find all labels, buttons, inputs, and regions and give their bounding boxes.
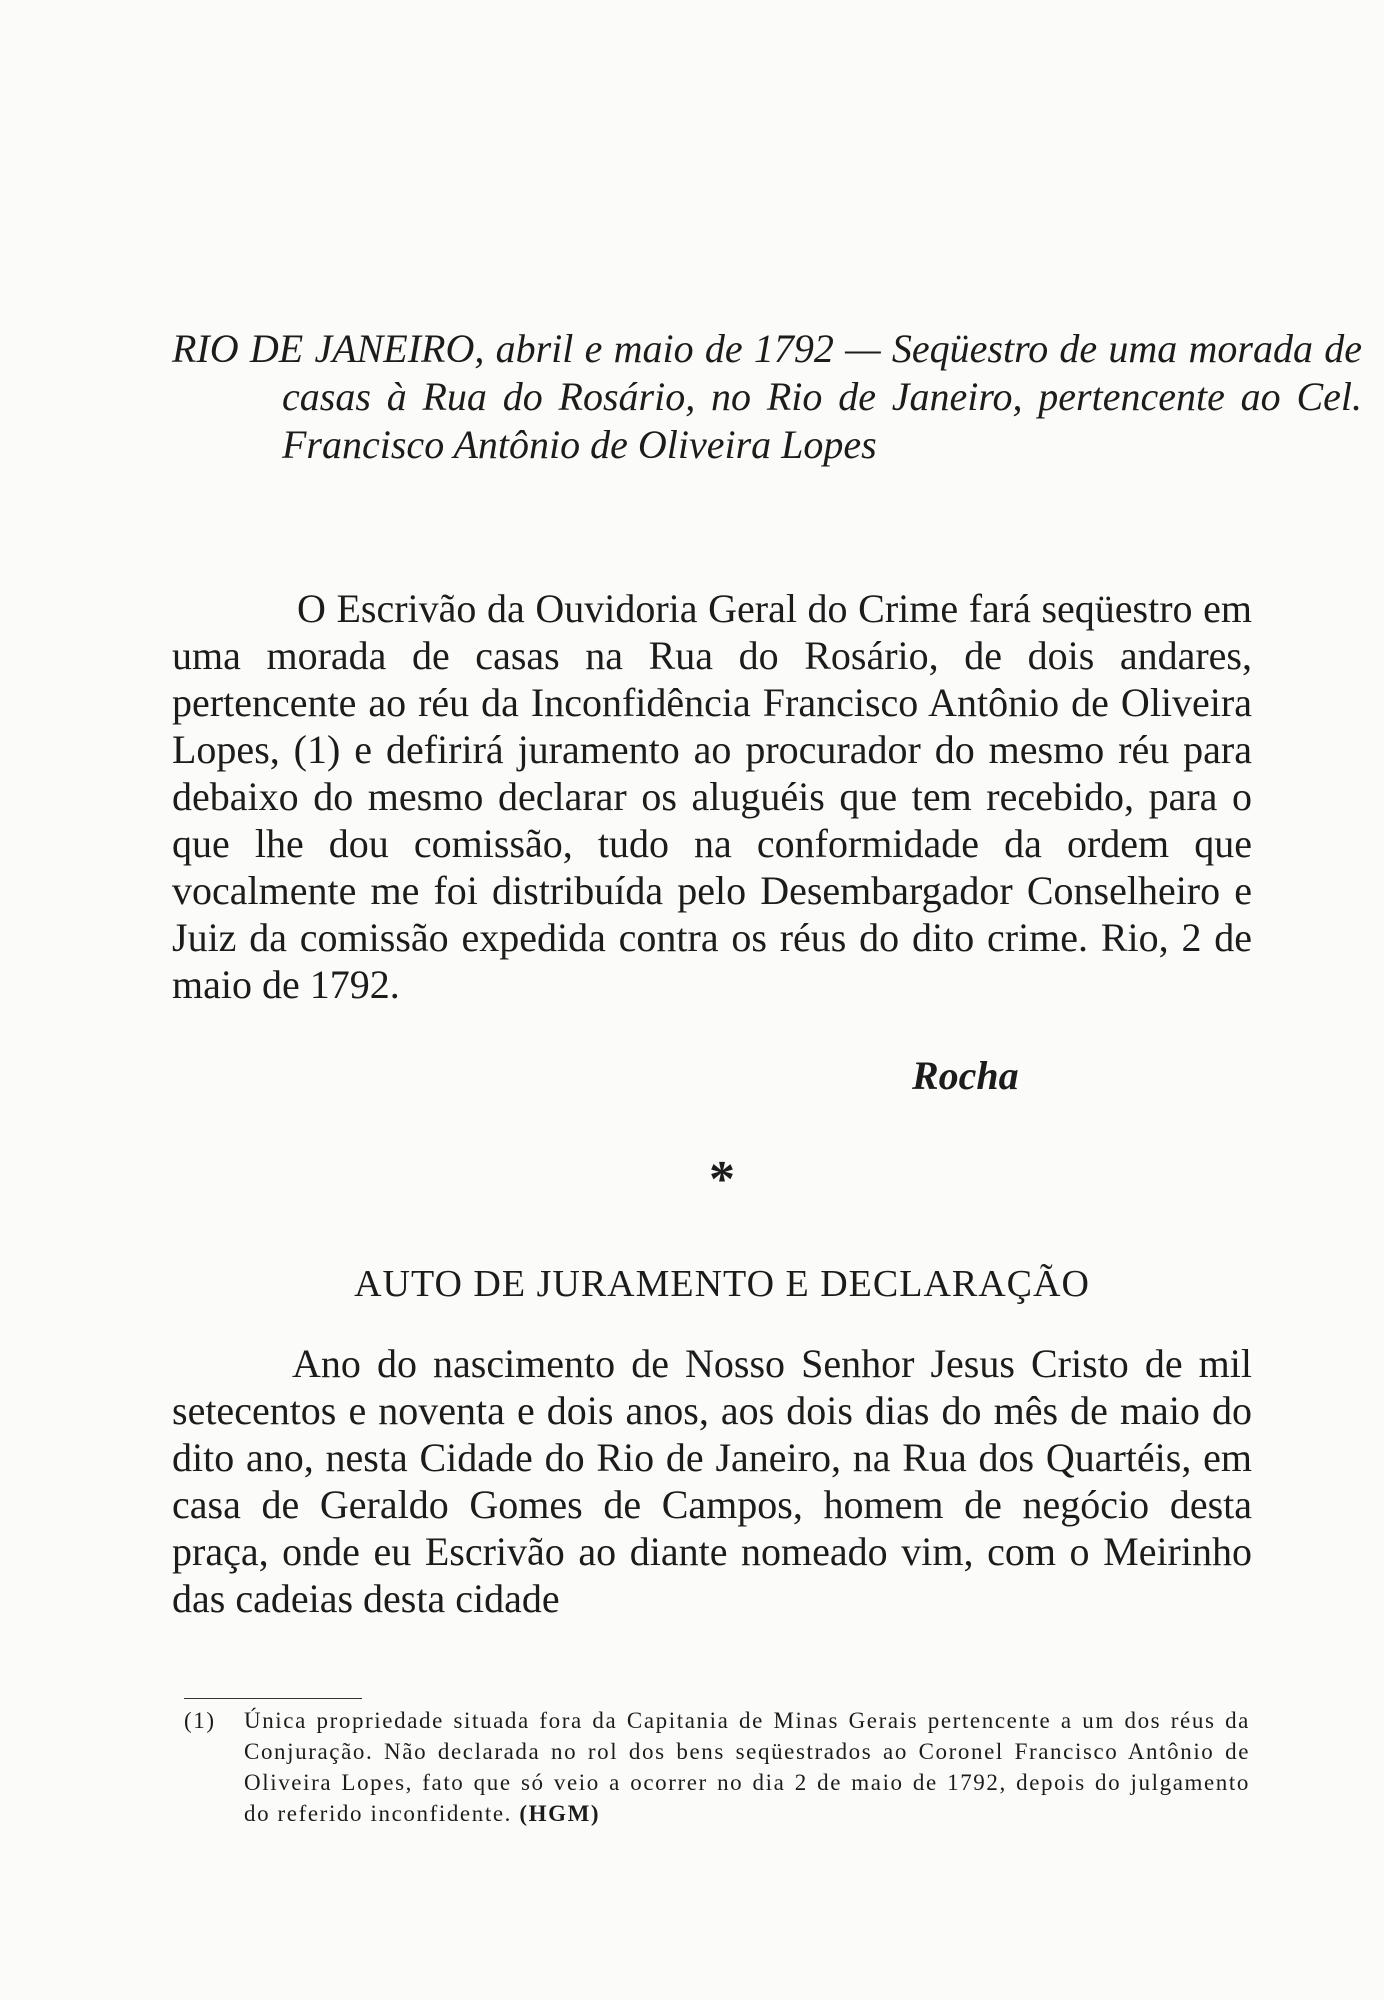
footnote-text: Única propriedade situada fora da Capitania de Minas Gerais pertencente a um dos réus da Conjuração. Não declarada no rol dos bens seqüestrados ao Coronel Francisco Antônio de Oliveira Lopes, fato que só veio a ocorrer no dia 2 de maio de 1792, depois do julgamento do referido inconfidente. [244, 1708, 1250, 1826]
section-title: AUTO DE JURAMENTO E DECLARAÇÃO [354, 1263, 1090, 1305]
section-separator-asterisk: * [709, 1151, 735, 1208]
signature: Rocha [912, 1053, 1019, 1098]
footnote-mark: (1) [184, 1708, 216, 1733]
order-paragraph: O Escrivão da Ouvidoria Geral do Crime fará seqüestro em uma morada de casas na Rua do Rosário, de dois andares, pertencente ao réu da Inconfidência Francisco Antônio de Oliveira Lopes, (1) e defirirá juramento ao procurador do mesmo réu para debaixo do mesmo declarar os aluguéis que tem recebido, para o que lhe dou comissão, tudo na conformidade da ordem que vocalmente me foi distribuída pelo Desembargador Conselheiro e Juiz da comissão expedida contra os réus do dito crime. Rio, 2 de maio de 1792. [172, 586, 1252, 1007]
footnote-attribution: (HGM) [519, 1801, 601, 1826]
footnote [184, 1705, 1250, 1829]
auto-paragraph: Ano do nascimento de Nosso Senhor Jesus Cristo de mil setecentos e noventa e dois anos, aos dois dias do mês de maio do dito ano, nesta Cidade do Rio de Janeiro, na Rua dos Quartéis, em casa de Geraldo Gomes de Campos, homem de negócio desta praça, onde eu Escrivão ao diante nomeado vim, com o Meirinho das cadeias desta cidade [172, 1341, 1252, 1621]
document-heading: RIO DE JANEIRO, abril e maio de 1792 — Seqüestro de uma morada de casas à Rua do Rosário, no Rio de Janeiro, pertencente ao Cel. Francisco Antônio de Oliveira Lopes [172, 326, 1362, 467]
footnote-divider [184, 1698, 362, 1699]
